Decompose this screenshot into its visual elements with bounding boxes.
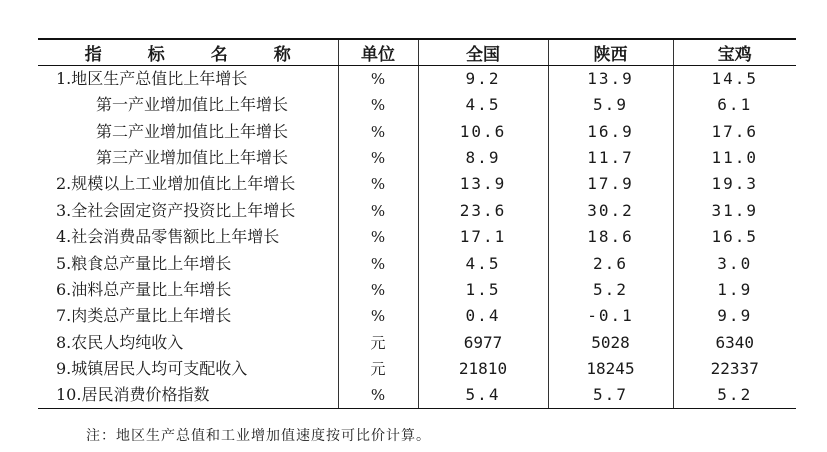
national-value-cell: 23.6 [418, 198, 548, 224]
table-row [38, 171, 796, 197]
baoji-value-cell: 31.9 [673, 198, 796, 224]
header-shaanxi: 陕西 [548, 39, 673, 66]
indicator-name-cell: 第二产业增加值比上年增长 [96, 121, 289, 141]
indicator-name-cell: 10.居民消费价格指数 [38, 382, 338, 409]
header-indicator-char-3: 名 [210, 45, 228, 65]
shaanxi-value-cell: 13.9 [548, 66, 673, 93]
national-value-cell: 5.4 [418, 382, 548, 409]
baoji-value-cell: 22337 [673, 356, 796, 382]
unit-cell: % [338, 250, 418, 276]
shaanxi-value-cell: 11.7 [548, 145, 673, 171]
national-value-cell: 6977 [418, 330, 548, 356]
indicator-name-cell: 第一产业增加值比上年增长 [96, 95, 289, 115]
unit-cell: % [338, 382, 418, 409]
header-national: 全国 [418, 39, 548, 66]
unit-cell: % [338, 224, 418, 250]
baoji-value-cell: 1.9 [673, 277, 796, 303]
baoji-value-cell: 17.6 [673, 118, 796, 144]
national-value-cell: 4.5 [418, 92, 548, 118]
shaanxi-value-cell: 5.7 [548, 382, 673, 409]
baoji-value-cell: 6340 [673, 330, 796, 356]
table-row [38, 145, 796, 171]
header-indicator-char-2: 标 [147, 45, 165, 65]
indicator-name-cell: 2.规模以上工业增加值比上年增长 [56, 174, 296, 194]
indicator-name-cell: 9.城镇居民人均可支配收入 [56, 359, 248, 379]
shaanxi-value-cell: 5028 [548, 330, 673, 356]
unit-cell: % [338, 277, 418, 303]
unit-cell: 元 [338, 330, 418, 356]
header-indicator-char-4: 称 [273, 45, 291, 65]
national-value-cell: 13.9 [418, 171, 548, 197]
unit-cell: % [338, 198, 418, 224]
unit-cell: % [338, 145, 418, 171]
table-row [38, 277, 796, 303]
national-value-cell: 4.5 [418, 250, 548, 276]
national-value-cell: 0.4 [418, 303, 548, 329]
indicator-name-cell: 5.粮食总产量比上年增长 [56, 253, 232, 273]
baoji-value-cell: 11.0 [673, 145, 796, 171]
shaanxi-value-cell: 30.2 [548, 198, 673, 224]
indicator-name-cell: 8.农民人均纯收入 [56, 332, 184, 352]
shaanxi-value-cell: 2.6 [548, 250, 673, 276]
unit-cell: 元 [338, 356, 418, 382]
shaanxi-value-cell: -0.1 [548, 303, 673, 329]
baoji-value-cell: 5.2 [673, 382, 796, 409]
baoji-value-cell: 3.0 [673, 250, 796, 276]
indicator-name-cell: 4.社会消费品零售额比上年增长 [56, 227, 280, 247]
shaanxi-value-cell: 18245 [548, 356, 673, 382]
indicator-name-cell: 第三产业增加值比上年增长 [96, 147, 289, 167]
national-value-cell: 21810 [418, 356, 548, 382]
table-row [38, 356, 796, 382]
unit-cell: % [338, 92, 418, 118]
national-value-cell: 10.6 [418, 118, 548, 144]
unit-cell: % [338, 118, 418, 144]
unit-cell: % [338, 303, 418, 329]
shaanxi-value-cell: 5.9 [548, 92, 673, 118]
table-row [38, 303, 796, 329]
baoji-value-cell: 19.3 [673, 171, 796, 197]
shaanxi-value-cell: 16.9 [548, 118, 673, 144]
baoji-value-cell: 9.9 [673, 303, 796, 329]
header-baoji: 宝鸡 [673, 39, 796, 66]
baoji-value-cell: 14.5 [673, 66, 796, 93]
baoji-value-cell: 6.1 [673, 92, 796, 118]
table-body [38, 66, 796, 409]
indicator-name-cell: 6.油料总产量比上年增长 [56, 279, 232, 299]
table-footnote: 注：地区生产总值和工业增加值速度按可比价计算。 [86, 428, 431, 444]
baoji-value-cell: 16.5 [673, 224, 796, 250]
national-value-cell: 1.5 [418, 277, 548, 303]
table-row [38, 224, 796, 250]
shaanxi-value-cell: 18.6 [548, 224, 673, 250]
indicator-name-cell: 1.地区生产总值比上年增长 [56, 69, 248, 88]
header-row [38, 39, 796, 66]
shaanxi-value-cell: 5.2 [548, 277, 673, 303]
indicator-name-cell: 3.全社会固定资产投资比上年增长 [56, 200, 296, 220]
indicator-name-cell: 7.肉类总产量比上年增长 [56, 306, 232, 326]
table-row [38, 118, 796, 144]
header-indicator-name [38, 39, 338, 66]
unit-cell: % [338, 66, 418, 93]
header-indicator-char-1: 指 [84, 45, 102, 65]
statistics-table [38, 38, 796, 409]
table-row [38, 92, 796, 118]
table-row [38, 330, 796, 356]
table-row [38, 66, 796, 93]
national-value-cell: 9.2 [418, 66, 548, 93]
table-row [38, 250, 796, 276]
unit-cell: % [338, 171, 418, 197]
statistics-table-container [38, 38, 796, 409]
national-value-cell: 17.1 [418, 224, 548, 250]
table-row [38, 198, 796, 224]
national-value-cell: 8.9 [418, 145, 548, 171]
shaanxi-value-cell: 17.9 [548, 171, 673, 197]
header-unit: 单位 [338, 39, 418, 66]
table-row [38, 382, 796, 409]
